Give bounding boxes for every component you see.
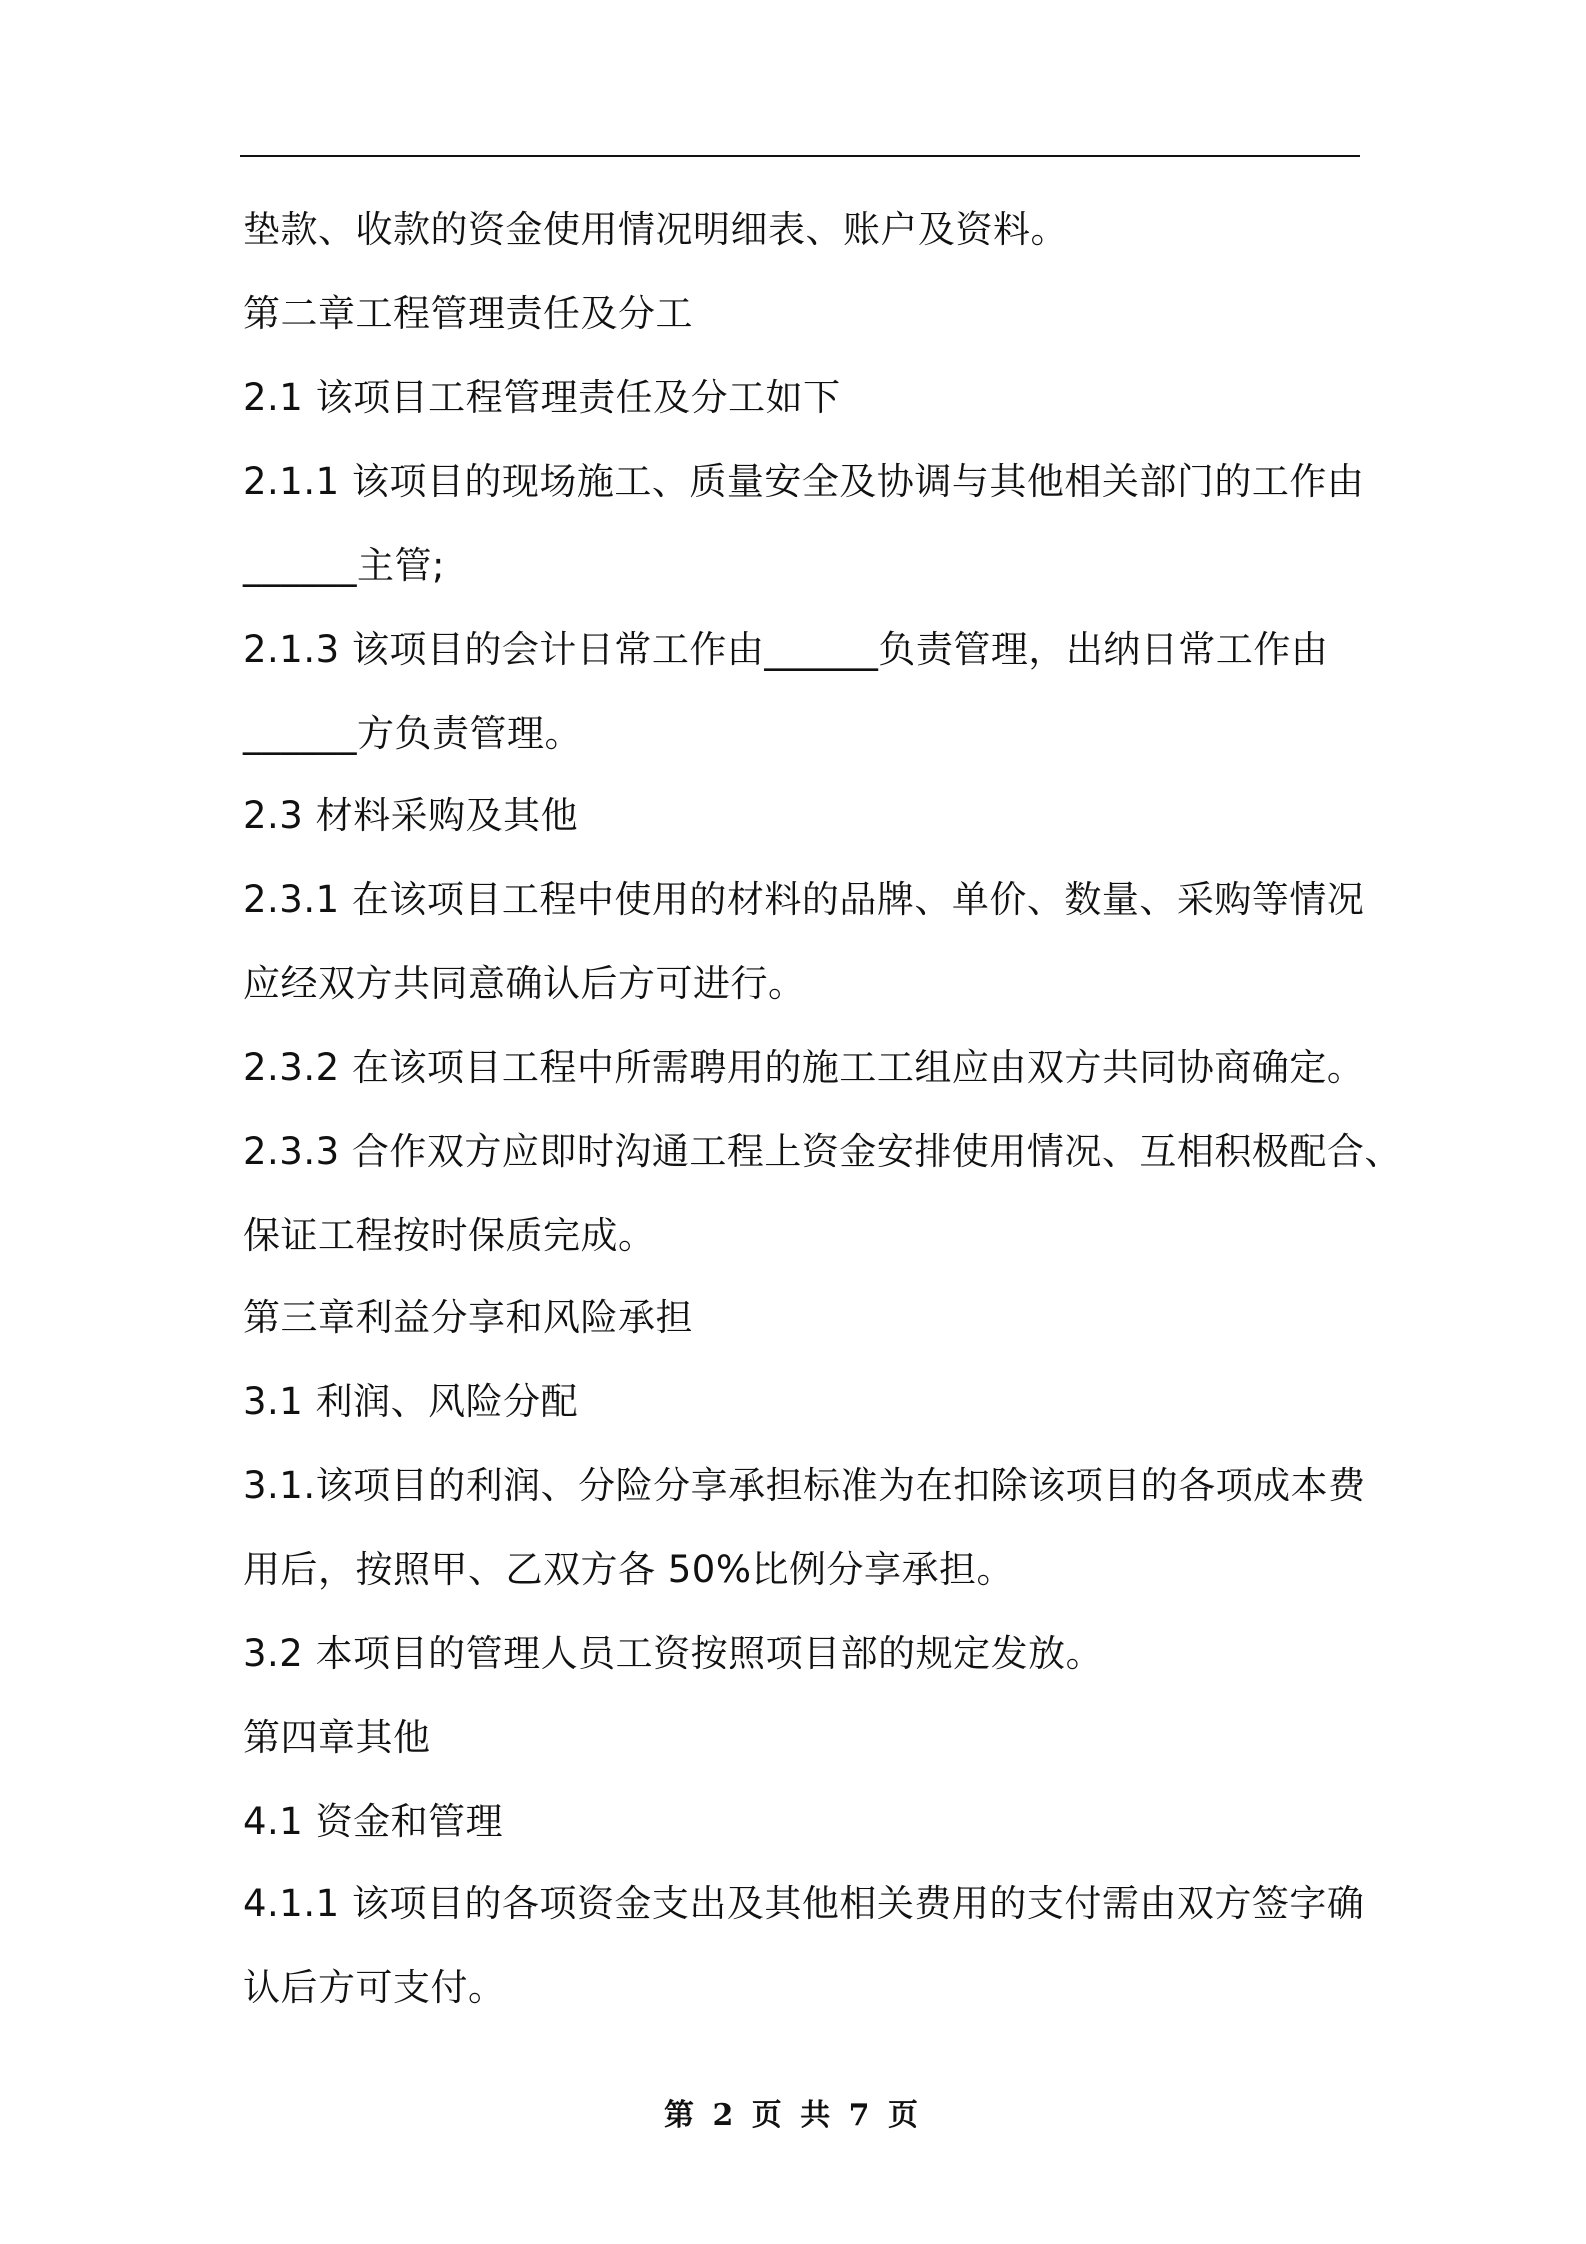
text-line: 3.1.该项目的利润、分险分享承担标准为在扣除该项目的各项成本费 [243, 1464, 1366, 1507]
text-line: 3.2 本项目的管理人员工资按照项目部的规定发放。 [243, 1632, 1104, 1675]
text-line: 4.1.1 该项目的各项资金支出及其他相关费用的支付需由双方签字确 [243, 1882, 1365, 1925]
text-line: 认后方可支付。 [243, 1966, 506, 2009]
text-line: ______主管; [243, 544, 445, 587]
text-line: 用后，按照甲、乙双方各 50%比例分享承担。 [243, 1548, 1014, 1591]
section-heading: 2.3 材料采购及其他 [243, 794, 579, 837]
text-line: 2.1.3 该项目的会计日常工作由______负责管理，出纳日常工作由 [243, 628, 1329, 671]
page-number-footer: 第 2 页 共 7 页 [664, 2098, 922, 2133]
text-line: ______方负责管理。 [243, 712, 582, 755]
text-line: 垫款、收款的资金使用情况明细表、账户及资料。 [243, 208, 1068, 251]
text-line: 2.1.1 该项目的现场施工、质量安全及协调与其他相关部门的工作由 [243, 460, 1365, 503]
section-heading: 2.1 该项目工程管理责任及分工如下 [243, 376, 841, 419]
section-heading: 3.1 利润、风险分配 [243, 1380, 579, 1423]
chapter-heading: 第二章工程管理责任及分工 [243, 292, 693, 335]
text-line: 2.3.1 在该项目工程中使用的材料的品牌、单价、数量、采购等情况 [243, 878, 1365, 921]
text-line: 2.3.3 合作双方应即时沟通工程上资金安排使用情况、互相积极配合、 [243, 1130, 1402, 1173]
text-line: 保证工程按时保质完成。 [243, 1214, 656, 1257]
text-line: 应经双方共同意确认后方可进行。 [243, 962, 806, 1005]
chapter-heading: 第四章其他 [243, 1716, 431, 1759]
header-rule [240, 155, 1360, 157]
text-line: 2.3.2 在该项目工程中所需聘用的施工工组应由双方共同协商确定。 [243, 1046, 1365, 1089]
section-heading: 4.1 资金和管理 [243, 1800, 504, 1843]
chapter-heading: 第三章利益分享和风险承担 [243, 1296, 693, 1339]
